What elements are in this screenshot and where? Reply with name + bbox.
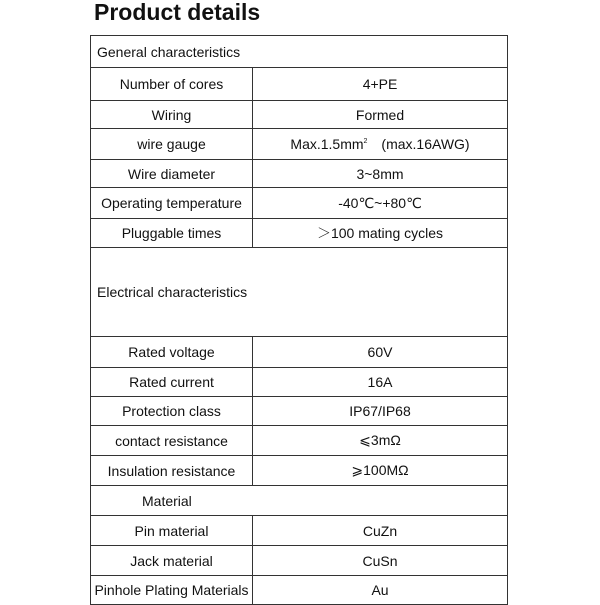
row-value: ⩽3mΩ — [253, 426, 508, 456]
section-title-general: General characteristics — [91, 36, 508, 68]
row-label: Pluggable times — [91, 219, 253, 248]
row-value: CuSn — [253, 546, 508, 576]
wire-gauge-superscript: 2 — [363, 138, 368, 145]
row-label: contact resistance — [91, 426, 253, 456]
table-row — [91, 576, 508, 605]
product-details-table — [90, 35, 508, 605]
table-row — [91, 516, 508, 546]
section-title-material: Material — [91, 486, 508, 516]
table-row — [91, 426, 508, 456]
row-label: Pin material — [91, 516, 253, 546]
table-row — [91, 397, 508, 426]
row-value: CuZn — [253, 516, 508, 546]
row-value: ＞100 mating cycles — [253, 219, 508, 248]
section-row-general — [91, 36, 508, 68]
table-row — [91, 219, 508, 248]
row-value: 16A — [253, 368, 508, 397]
table-row — [91, 101, 508, 129]
row-label: Pinhole Plating Materials — [91, 576, 253, 605]
row-label: Wire diameter — [91, 160, 253, 188]
wire-gauge-main: Max.1.5mm — [290, 136, 364, 152]
page-title: Product details — [94, 0, 261, 25]
section-row-material — [91, 486, 508, 516]
row-label: Protection class — [91, 397, 253, 426]
table-row — [91, 337, 508, 368]
section-row-electrical — [91, 248, 508, 337]
row-label: Insulation resistance — [91, 456, 253, 486]
row-value: 60V — [253, 337, 508, 368]
row-value: Formed — [253, 101, 508, 129]
table-row — [91, 160, 508, 188]
table-row — [91, 456, 508, 486]
section-title-electrical: Electrical characteristics — [91, 248, 508, 337]
row-label: Rated voltage — [91, 337, 253, 368]
row-label: Number of cores — [91, 68, 253, 101]
row-label: Rated current — [91, 368, 253, 397]
table-row — [91, 188, 508, 219]
row-value: IP67/IP68 — [253, 397, 508, 426]
row-value: 3~8mm — [253, 160, 508, 188]
row-value — [253, 129, 508, 160]
row-value: -40℃~+80℃ — [253, 188, 508, 219]
row-label: Wiring — [91, 101, 253, 129]
table-row — [91, 129, 508, 160]
row-value: ⩾100MΩ — [253, 456, 508, 486]
wire-gauge-awg: (max.16AWG) — [367, 136, 470, 152]
row-value: 4+PE — [253, 68, 508, 101]
row-value: Au — [253, 576, 508, 605]
table-row — [91, 368, 508, 397]
table-row — [91, 546, 508, 576]
row-label: wire gauge — [91, 129, 253, 160]
table-row — [91, 68, 508, 101]
row-label: Operating temperature — [91, 188, 253, 219]
row-label: Jack material — [91, 546, 253, 576]
